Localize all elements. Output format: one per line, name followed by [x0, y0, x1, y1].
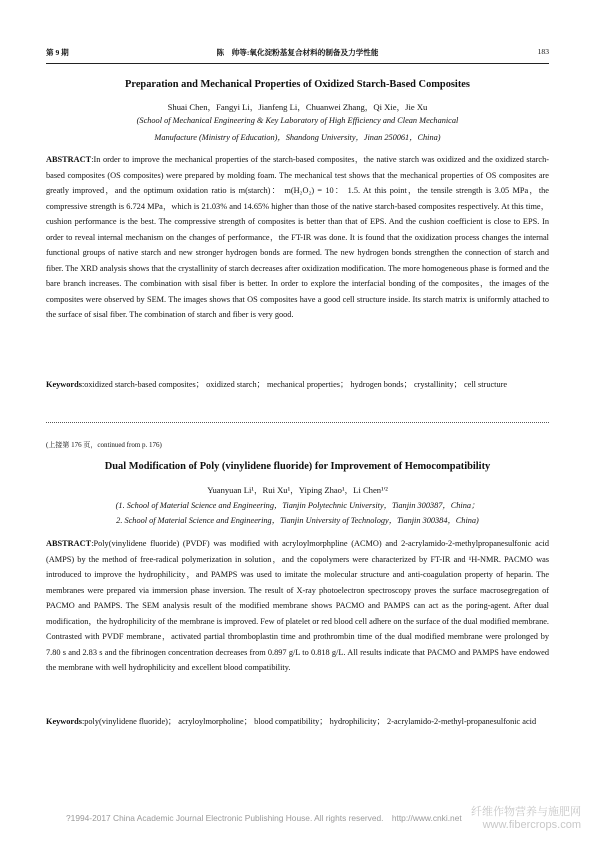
- watermark-line2: www.fibercrops.com: [482, 819, 581, 831]
- article1-abstract: [46, 152, 549, 323]
- article1-authors: Shuai Chen，Fangyi Li，Jianfeng Li，Chuanwei Zhang，Qi Xie，Jie Xu: [167, 102, 428, 112]
- article1-title: Preparation and Mechanical Properties of Oxidized Starch-Based Composites: [125, 79, 470, 90]
- watermark: [471, 806, 581, 832]
- article2-keywords: [46, 714, 549, 730]
- article2-affiliation-line1: (1. School of Material Science and Engineering，Tianjin Polytechnic University，Tianjin 300387，China；: [115, 501, 480, 510]
- page-number: 183: [537, 47, 549, 56]
- article2-abstract: [46, 536, 549, 676]
- watermark-line1: 纤维作物营养与施肥网: [471, 806, 581, 818]
- issue-number: 第 9 期: [46, 48, 69, 57]
- copyright-footer: ?1994-2017 China Academic Journal Electronic Publishing House. All rights reserved. http://www.cnki.net: [66, 813, 462, 823]
- article2-title: Dual Modification of Poly (vinylidene fluoride) for Improvement of Hemocompatibility: [104, 461, 491, 472]
- continued-note: (上接第 176 页，continued from p. 176): [46, 441, 162, 449]
- keywords-text: :poly(vinylidene fluoride)； acryloylmorpholine； blood compatibility； hydrophilicity； 2-acrylamido-2-methyl-propanesulfonic acid: [81, 717, 537, 726]
- keywords-text: :oxidized starch-based composites； oxidized starch； mechanical properties； hydrogen bonds； crystallinity； cell structure: [81, 380, 508, 389]
- section-divider: [46, 422, 549, 423]
- abstract-label: ABSTRACT: [46, 539, 92, 548]
- keywords-label: Keywords: [46, 380, 82, 389]
- header-rule: [46, 63, 549, 64]
- abstract-text: :Poly(vinylidene fluoride) (PVDF) was modified with acryloylmorphpline (ACMO) and 2-acrylamido-2-methylpropanesulfonic acid (AMPS) by the method of free-radical polymerization in solution，and the copolymers were characterized by FT-IR and ¹H-NMR. PACMO was introduced to improve the hydrophilicity，and PAMPS was used to imitate the molecular structure and anti-coagulation property of heparin. The membranes were prepared via immersion phase inversion. The result of X-ray photoelectron spectroscopy proves the surface macrosegregation of PACMO and PAMPS. The SEM analysis result of the modified membrane shows PACMO and PAMPS can act as the poring-agent. After dual modification，the hydrophilicity of the membrane is improved. Few of platelet or red blood cell adhere on the surface of the dual modified membrane. Contrasted with PVDF membrane，activated partial thromboplastin time and prothrombin time of the dual modified membrane were prolonged by 7.80 s and 2.83 s and the fibrinogen concentration decreases from 0.897 g/L to 0.818 g/L. All results indicate that PACMO and PAMPS have endowed the membrane with well hydrophilicity and excellent blood compatibility.: [46, 539, 549, 672]
- article2-affiliation-line2: 2. School of Material Science and Engineering，Tianjin University of Technology，Tianjin 300384，China): [116, 516, 479, 525]
- keywords-label: Keywords: [46, 717, 82, 726]
- article2-authors: Yuanyuan Li¹，Rui Xu¹，Yiping Zhao¹，Li Chen¹'²: [207, 485, 388, 495]
- abstract-text: :In order to improve the mechanical properties of the starch-based composites，the native starch was oxidized and the oxidized starch-based composites (OS composites) were prepared by molding foam. The mechanical test shows that the mechanical properties of OS composites are greatly improved，and the optimum oxidation ratio is m(starch)： m(H₂O₂) = 10： 1.5. At this point，the tensile strength is 3.05 MPa，the compressive strength is 6.724 MPa，which is 21.03% and 14.65% higher than those of the native starch-based composites respectively. At this time，cushion performance is the best. The compressive strength of composites is better than that of EPS. And the cushion coefficient is close to EPS. In order to reveal internal mechanism on the changes of performance，the FT-IR was done. It is found that the oxidization process changes the internal functional groups of native starch and new stronger hydrogen bonds are formed. The new hydrogen bonds strengthen the connection of starch and fiber. The XRD analysis shows that the crystallinity of starch decreases after oxidization modification. The more homogeneous phase is formed and the bare branch increases. The combination with sisal fiber is better. In order to explore the interfacial bonding of the composites，the images of the composites were observed by SEM. The images shows that OS composites have a good cell structure inside. Its starch matrix is uniformly attached to the surface of sisal fiber. The combination of starch and fiber is very good.: [46, 155, 549, 319]
- running-title: 陈 帅等:氧化淀粉基复合材料的制备及力学性能: [216, 48, 379, 57]
- running-header: [46, 47, 549, 61]
- abstract-label: ABSTRACT: [46, 155, 92, 164]
- article1-affiliation-line2: Manufacture (Ministry of Education)，Shandong University，Jinan 250061，China): [154, 133, 441, 142]
- article1-keywords: [46, 377, 549, 393]
- article1-affiliation-line1: (School of Mechanical Engineering & Key Laboratory of High Efficiency and Clean Mechanical: [136, 116, 459, 125]
